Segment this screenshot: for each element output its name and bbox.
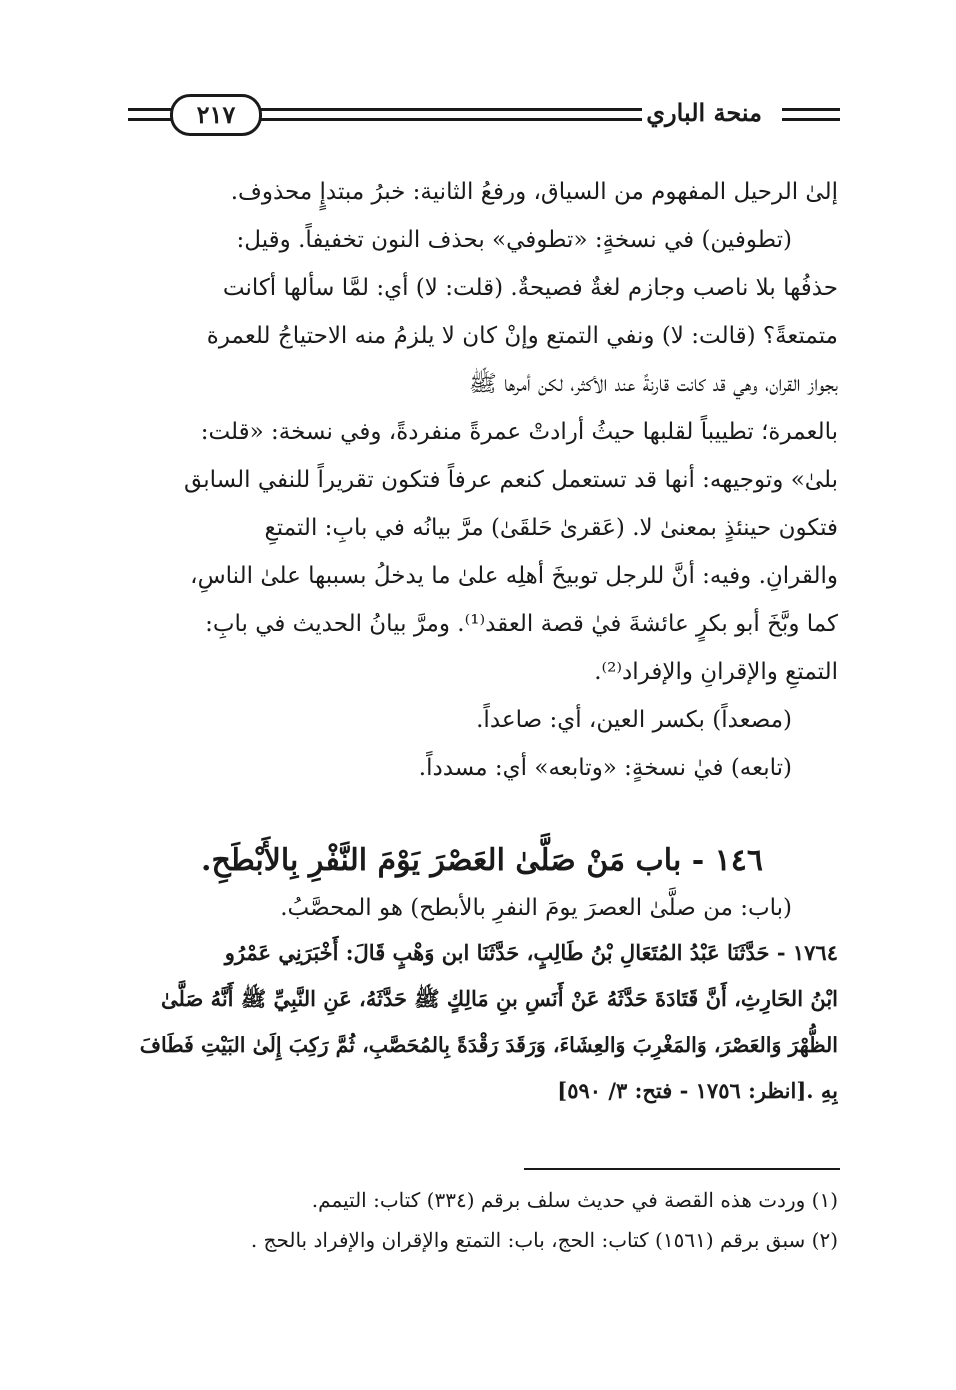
text-line: متمتعةً؟ (قالت: لا) ونفي التمتع وإنْ كان لا يلزمُ منه الاحتياجُ للعمرة bbox=[206, 323, 838, 349]
hadith-text bbox=[126, 930, 838, 1114]
text-line: بلىٰ» وتوجيهه: أنها قد تستعمل كنعم عرفاً فتكون تقريراً للنفي السابق bbox=[184, 467, 838, 493]
footnote-separator bbox=[524, 1168, 840, 1170]
text-line: حذفُها بلا ناصب وجازم لغةٌ فصيحةٌ. (قلت: لا) أي: لمَّا سألها أكانت bbox=[222, 275, 838, 301]
text-line: (تابعه) فيٰ نسخةٍ: «وتابعه» أي: مسدداً. bbox=[418, 755, 792, 781]
text-line: التمتعِ والإقرانِ والإفراد⁽²⁾. bbox=[594, 659, 838, 685]
hadith-line: بِهِ .[انظر: ١٧٥٦ - فتح: ٣/ ٥٩٠] bbox=[557, 1078, 838, 1103]
footnote: (١) وردت هذه القصة في حديث سلف برقم (٣٣٤) كتاب: التيمم. bbox=[311, 1188, 838, 1212]
text-line: إلىٰ الرحيل المفهوم من السياق، ورفعُ الثانية: خبرُ مبتدإٍ محذوف. bbox=[230, 179, 838, 205]
footnotes bbox=[126, 1180, 838, 1260]
header-rule bbox=[250, 118, 642, 121]
header-rule bbox=[782, 108, 840, 111]
running-header bbox=[128, 92, 840, 142]
hadith-line: الظُّهْرَ وَالعَصْرَ، وَالمَغْرِبَ وَالعِشَاءَ، وَرَقَدَ رَقْدَةً بِالمُحَصَّبِ، ثُمَّ رَكِبَ إِلَىٰ البَيْتِ فَطَافَ bbox=[139, 1033, 838, 1057]
text-line: والقرانِ. وفيه: أنَّ للرجل توبيخَ أهلِه علىٰ ما يدخلُ بسببها علىٰ الناسِ، bbox=[190, 563, 838, 589]
commentary-text bbox=[126, 168, 838, 792]
hadith-line: ابْنُ الحَارِثِ، أَنَّ قَتَادَةَ حَدَّثَهُ عَنْ أَنَسِ بنِ مَالِكٍ ﷺ حَدَّثَهُ، عَنِ النَّبِيِّ ﷺ أَنَّهُ صَلَّىٰ bbox=[160, 986, 838, 1011]
page-number: ٢١٧ bbox=[170, 94, 262, 136]
header-rule bbox=[782, 118, 840, 121]
hadith-line: ١٧٦٤ - حَدَّثَنَا عَبْدُ المُتَعَالِ بْنُ طَالِبٍ، حَدَّثَنَا ابن وَهْبٍ قَالَ: أَخْبَرَنِي عَمْرُو bbox=[224, 940, 838, 965]
text-line: فتكون حينئذٍ بمعنىٰ لا. (عَقرىٰ حَلقَىٰ) مرَّ بيانُه في بابِ: التمتعِ bbox=[264, 515, 838, 541]
book-title: منحة الباري bbox=[646, 98, 762, 127]
text-line: كما وبَّخَ أبو بكرٍ عائشةَ فيٰ قصة العقد⁽¹⁾. ومرَّ بيانُ الحديث في بابِ: bbox=[205, 611, 838, 637]
header-rule bbox=[250, 108, 642, 111]
header-rule bbox=[128, 108, 174, 111]
footnote: (٢) سبق برقم (١٥٦١) كتاب: الحج، باب: التمتع والإقران والإفراد بالحج . bbox=[250, 1228, 838, 1252]
chapter-intro: (باب: من صلَّىٰ العصرَ يومَ النفرِ بالأبطح) هو المحصَّبُ. bbox=[280, 895, 792, 921]
text-line: (مصعداً) بكسر العين، أي: صاعداً. bbox=[476, 707, 792, 733]
header-rule bbox=[128, 118, 174, 121]
chapter-heading: ١٤٦ - باب مَنْ صَلَّىٰ العَصْرَ يَوْمَ النَّفْرِ بِالأَبْطَحِ. bbox=[201, 843, 763, 878]
text-line: (تطوفين) في نسخةٍ: «تطوفي» بحذف النون تخفيفاً. وقيل: bbox=[236, 227, 792, 253]
text-line: بجواز القران، وهي قد كانت قارنةً عند الأكثر، لكن أمرها ﷺ bbox=[468, 371, 838, 397]
chapter-body bbox=[126, 886, 838, 1114]
text-line: بالعمرة؛ تطييباً لقلبها حيثُ أرادتْ عمرةً منفردةً، وفي نسخة: «قلت: bbox=[200, 419, 838, 445]
